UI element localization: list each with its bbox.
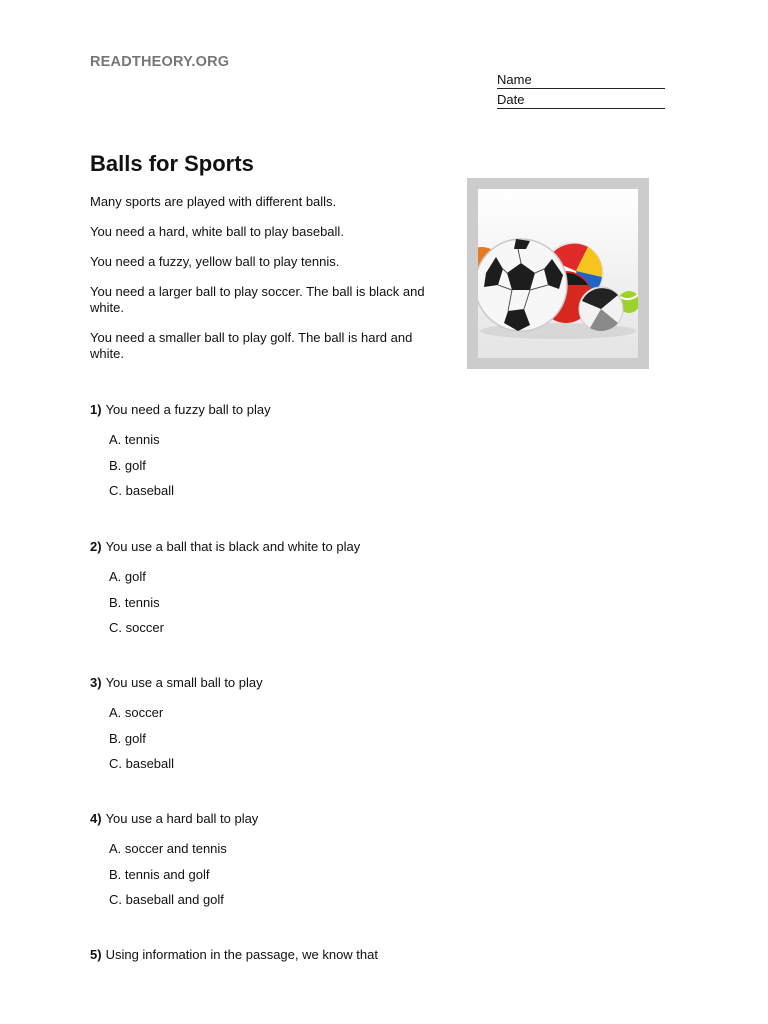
- passage-paragraph: You need a smaller ball to play golf. The ball is hard and white.: [90, 330, 413, 361]
- question-text: You use a ball that is black and white to play: [105, 539, 361, 554]
- question-1: [90, 402, 271, 509]
- brand-logo: READTHEORY.ORG: [90, 54, 230, 70]
- question-text: You use a small ball to play: [105, 675, 263, 690]
- sports-balls-photo-frame: [467, 178, 649, 369]
- answer-option[interactable]: C. baseball: [109, 483, 175, 498]
- answer-option[interactable]: C. soccer: [109, 620, 164, 635]
- question-text: You need a fuzzy ball to play: [105, 402, 271, 417]
- answer-option[interactable]: B. tennis and golf: [109, 866, 210, 882]
- question-number: 3): [90, 675, 102, 690]
- answer-option[interactable]: C. baseball: [109, 756, 175, 771]
- name-field[interactable]: [497, 72, 665, 89]
- passage-paragraph: Many sports are played with different balls.: [90, 194, 337, 209]
- answer-option[interactable]: C. baseball and golf: [109, 892, 224, 907]
- passage-body: [90, 194, 445, 376]
- question-number: 1): [90, 402, 102, 417]
- passage-paragraph: You need a larger ball to play soccer. The ball is black and white.: [90, 284, 425, 315]
- date-field[interactable]: [497, 92, 665, 109]
- sports-balls-photo: [478, 189, 638, 358]
- date-label: Date: [497, 92, 525, 107]
- question-2: [90, 539, 360, 646]
- question-4: [90, 811, 258, 918]
- answer-option[interactable]: B. golf: [109, 730, 146, 746]
- answer-option[interactable]: A. golf: [109, 569, 146, 584]
- answer-option[interactable]: B. golf: [109, 457, 146, 473]
- question-3: [90, 675, 263, 782]
- passage-title: Balls for Sports: [90, 151, 254, 176]
- question-number: 4): [90, 811, 102, 826]
- answer-option[interactable]: A. soccer: [109, 705, 164, 720]
- question-text: Using information in the passage, we know that: [105, 947, 378, 962]
- answer-option[interactable]: A. soccer and tennis: [109, 841, 227, 856]
- question-5: [90, 947, 378, 963]
- name-label: Name: [497, 72, 532, 87]
- question-number: 2): [90, 539, 102, 554]
- question-text: You use a hard ball to play: [105, 811, 259, 826]
- question-number: 5): [90, 947, 102, 962]
- passage-paragraph: You need a hard, white ball to play baseball.: [90, 224, 344, 239]
- answer-option[interactable]: A. tennis: [109, 432, 160, 447]
- answer-option[interactable]: B. tennis: [109, 594, 160, 610]
- passage-paragraph: You need a fuzzy, yellow ball to play tennis.: [90, 254, 340, 269]
